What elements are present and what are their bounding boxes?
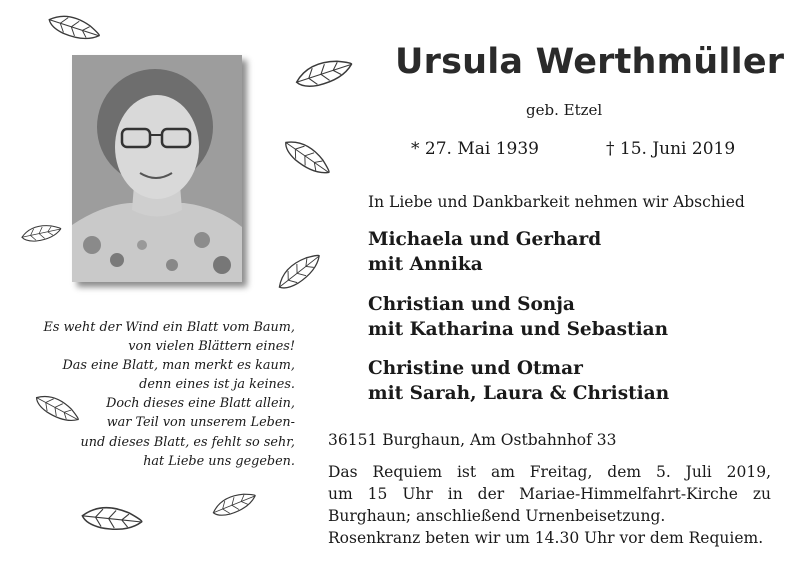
family-children: mit Sarah, Laura & Christian	[368, 383, 670, 404]
leaf-icon	[277, 131, 339, 186]
poem	[0, 318, 295, 471]
leaf-icon	[290, 49, 360, 97]
maiden-name: geb. Etzel	[526, 101, 603, 119]
death-date: † 15. Juni 2019	[606, 139, 736, 159]
leaf-icon	[43, 7, 106, 50]
address: 36151 Burghaun, Am Ostbahnhof 33	[328, 431, 617, 449]
leaf-icon	[207, 483, 263, 526]
deceased-name: Ursula Werthmüller	[395, 42, 785, 82]
requiem-line: Das Requiem ist am Freitag, dem 5. Juli 2019,	[328, 463, 771, 481]
requiem-notice	[328, 461, 771, 549]
leaf-icon	[269, 243, 330, 300]
poem-line: und dieses Blatt, es fehlt so sehr,	[80, 434, 295, 450]
poem-line: war Teil von unserem Leben-	[106, 415, 295, 431]
portrait-photo	[72, 55, 242, 282]
farewell-intro: In Liebe und Dankbarkeit nehmen wir Abschied	[368, 193, 745, 211]
poem-line: von vielen Blättern eines!	[128, 339, 295, 355]
leaf-icon	[18, 218, 66, 249]
poem-line: hat Liebe uns gegeben.	[143, 453, 295, 469]
family-names: Christian und Sonja	[368, 294, 575, 315]
family-children: mit Annika	[368, 254, 483, 275]
requiem-line: Burghaun; anschließend Urnenbeisetzung.	[328, 507, 666, 525]
family-group	[368, 356, 669, 406]
poem-line: denn eines ist ja keines.	[139, 377, 295, 393]
family-names: Christine und Otmar	[368, 358, 583, 379]
leaf-icon	[79, 501, 148, 538]
requiem-line: Rosenkranz beten wir um 14.30 Uhr vor dem Requiem.	[328, 529, 764, 547]
family-group	[368, 292, 668, 342]
poem-line: Doch dieses eine Blatt allein,	[106, 396, 295, 412]
family-group	[368, 227, 601, 277]
family-names: Michaela und Gerhard	[368, 229, 602, 250]
requiem-line: um 15 Uhr in der Mariae-Himmelfahrt-Kirche zu	[328, 485, 771, 503]
family-children: mit Katharina und Sebastian	[368, 319, 669, 340]
poem-line: Es weht der Wind ein Blatt vom Baum,	[43, 320, 295, 335]
birth-date: * 27. Mai 1939	[411, 139, 539, 159]
poem-line: Das eine Blatt, man merkt es kaum,	[62, 358, 295, 374]
